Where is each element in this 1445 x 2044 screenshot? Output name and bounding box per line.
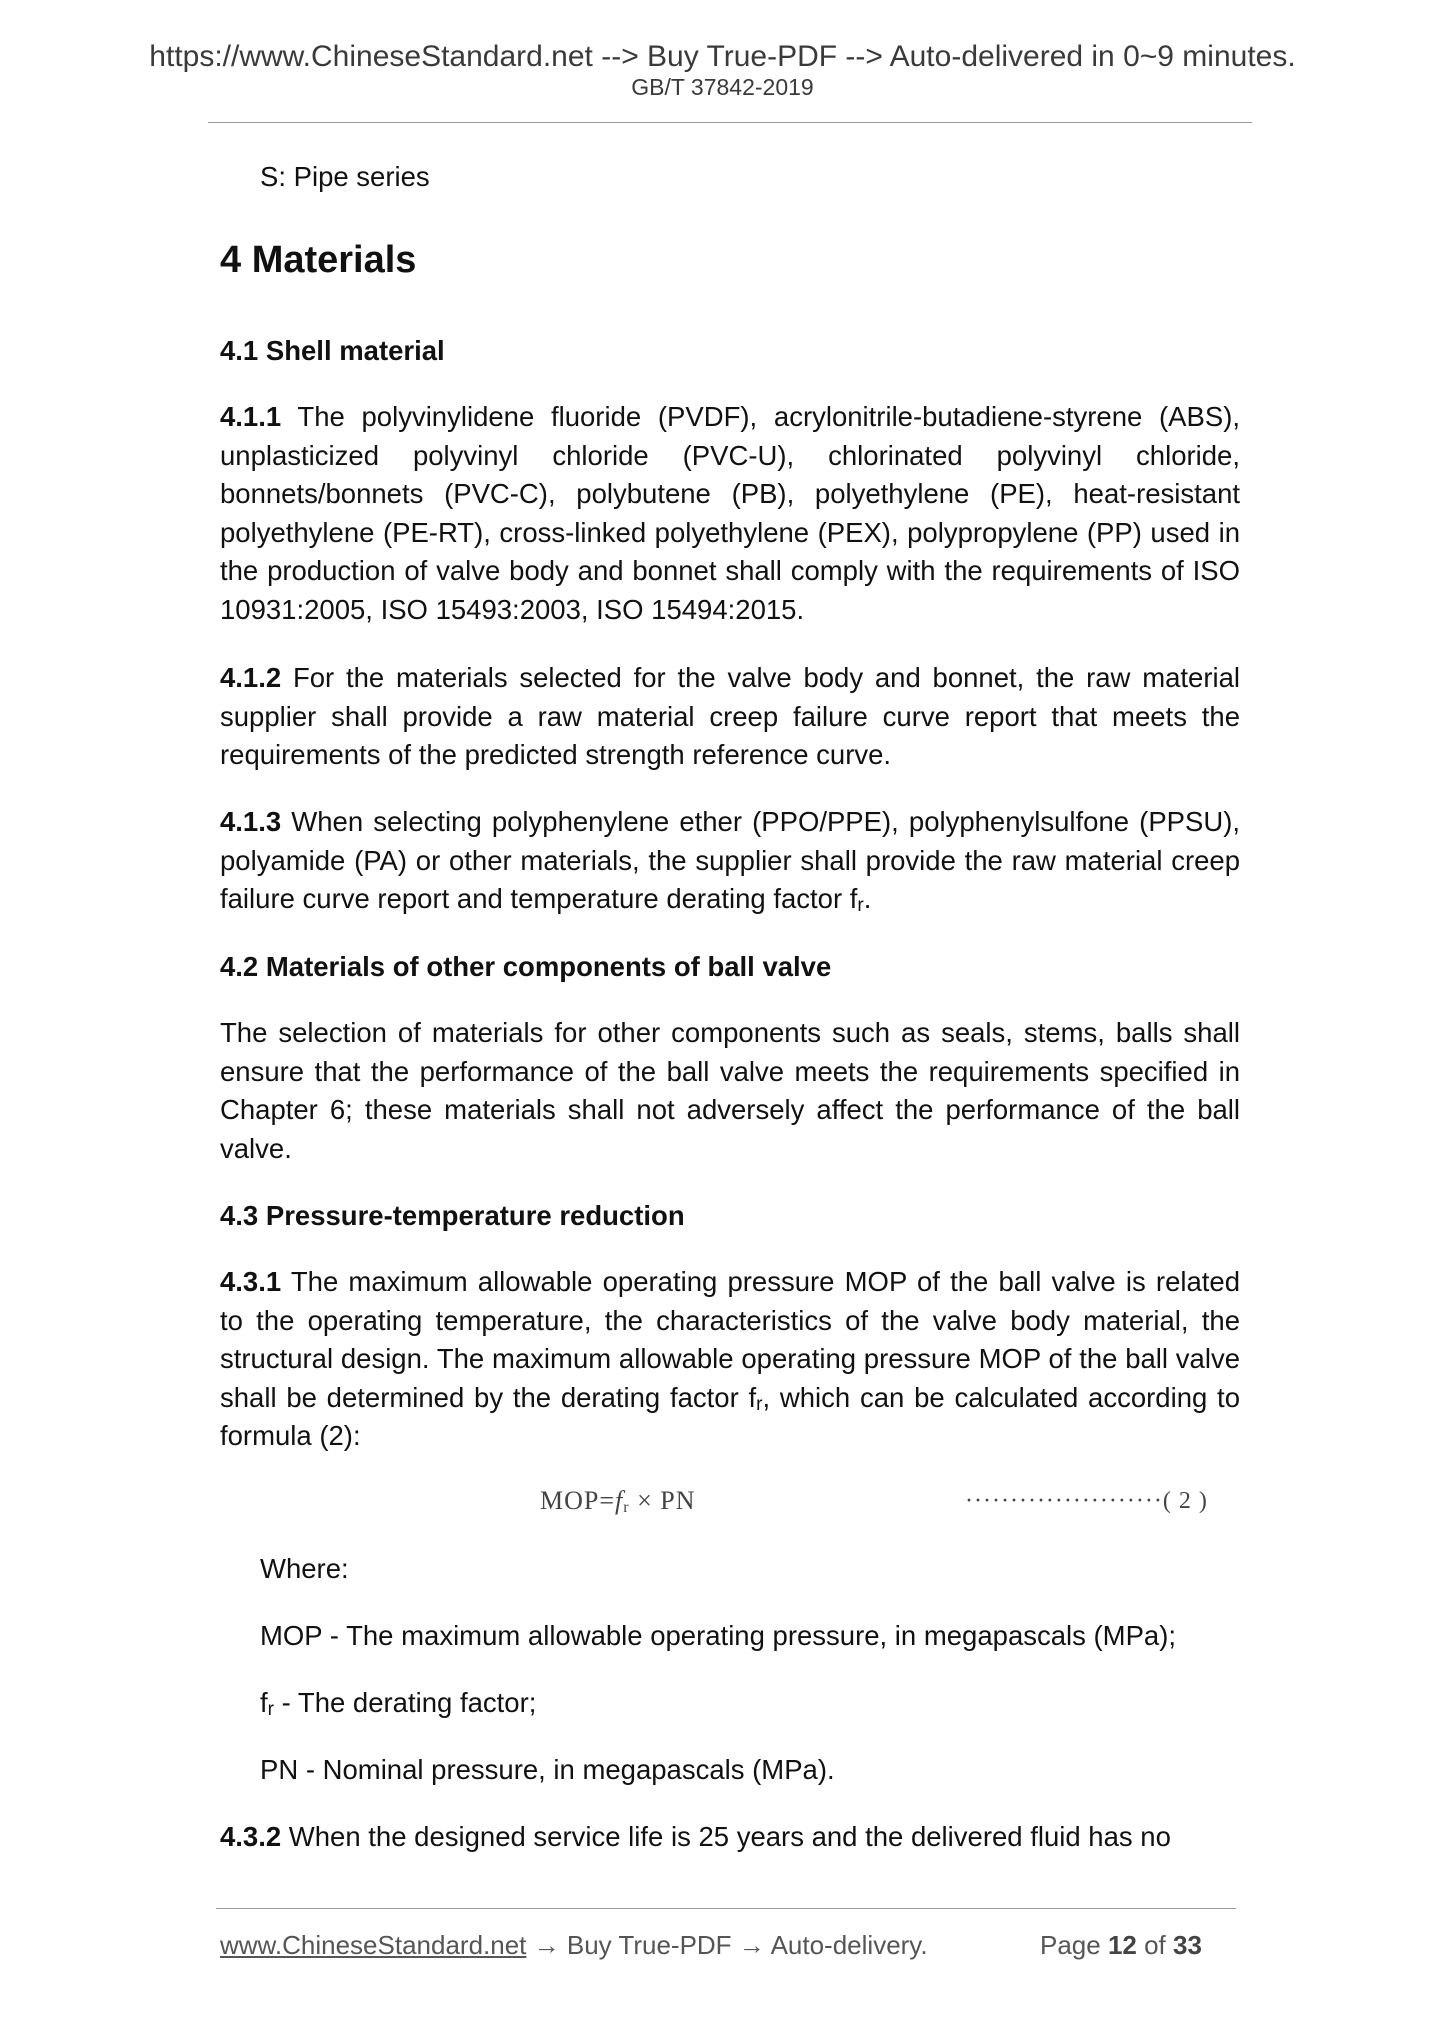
formula-mop: MOP: [540, 1486, 600, 1515]
definition-mop: MOP - The maximum allowable operating pressure, in megapascals (MPa);: [260, 1620, 1177, 1651]
paragraph-4-1-2: [220, 659, 1240, 775]
section-4-3-title: 4.3 Pressure-temperature reduction: [220, 1200, 685, 1231]
where-label: Where:: [260, 1553, 349, 1584]
formula-times: ×: [637, 1486, 653, 1515]
paragraph-4-1-1: [220, 398, 1240, 629]
symbol-f: f: [260, 1687, 268, 1718]
paragraph-4-1-3: [220, 803, 1240, 919]
clause-number: 4.3.2: [220, 1821, 282, 1852]
formula-f: f: [615, 1486, 624, 1515]
footer-divider: [216, 1908, 1236, 1909]
pipe-series-definition: S: Pipe series: [260, 161, 430, 192]
clause-text: For the materials selected for the valve body and bonnet, the raw material supplier shall provide a raw material creep failure curve report that meets the requirements of the predicted strength reference curve.: [220, 662, 1240, 770]
definition-fr: [260, 1684, 1240, 1723]
page-label: Page: [1040, 1930, 1108, 1960]
clause-number: 4.1.3: [220, 806, 282, 837]
page-footer: [220, 1928, 1240, 1962]
header-divider: [208, 122, 1252, 123]
clause-end: .: [863, 883, 872, 914]
clause-text: The polyvinylidene fluoride (PVDF), acrylonitrile-butadiene-styrene (ABS), unplasticized polyvinyl chloride (PVC-U), chlorinated polyvinyl chloride, bonnets/bonnets (PVC-C), polybutene (PB), polyethylene (PE), heat-resistant polyethylene (PE-RT), cross-linked polyethylene (PEX), polypropylene (PP) used in the production of valve body and bonnet shall comply with the requirements of ISO 10931:2005, ISO 15493:2003, ISO 15494:2015.: [220, 401, 1240, 625]
subscript-r: r: [267, 1699, 274, 1720]
clause-number: 4.1.2: [220, 662, 282, 693]
section-4-title: 4 Materials: [220, 239, 417, 281]
subscript-r: r: [756, 1393, 763, 1415]
formula-pn: PN: [660, 1486, 696, 1515]
footer-site-link[interactable]: www.ChineseStandard.net: [220, 1930, 527, 1960]
formula-equals: =: [599, 1486, 616, 1515]
definition-text: - The derating factor;: [273, 1687, 537, 1718]
formula-number: ······················( 2 ): [965, 1488, 1208, 1514]
page-total: 33: [1173, 1930, 1202, 1960]
clause-text: When the designed service life is 25 years and the delivered fluid has no: [281, 1821, 1171, 1852]
footer-tagline: → Buy True-PDF → Auto-delivery.: [526, 1930, 928, 1960]
paragraph-4-3-2: [220, 1818, 1240, 1857]
section-4-1-title: 4.1 Shell material: [220, 335, 445, 366]
clause-text: The maximum allowable operating pressure MOP of the ball valve is related to the operating temperature, the characteristics of the valve body material, the structural design. The maximum allowable operating pressure MOP of the ball valve shall be determined by the derating factor f: [220, 1266, 1240, 1413]
clause-number: 4.3.1: [220, 1266, 282, 1297]
page-indicator: [1040, 1928, 1202, 1962]
paragraph-4-2: The selection of materials for other components such as seals, stems, balls shall ensure that the performance of the ball valve meets the requirements specified in Chapter 6; these materials shall not adversely affect the performance of the ball valve.: [220, 1017, 1240, 1164]
page-of-label: of: [1136, 1930, 1174, 1960]
clause-text-tail: , which can be calculated according to formula (2):: [220, 1381, 1240, 1451]
formula-2: [540, 1484, 840, 1518]
subscript-r: r: [857, 895, 864, 916]
page-current: 12: [1107, 1930, 1137, 1960]
formula-f-subscript: r: [623, 1499, 630, 1516]
header-banner: https://www.ChineseStandard.net --> Buy True-PDF --> Auto-delivered in 0~9 minutes.: [149, 40, 1296, 73]
clause-number: 4.1.1: [220, 401, 282, 432]
definition-pn: PN - Nominal pressure, in megapascals (MPa).: [260, 1754, 835, 1785]
clause-text: When selecting polyphenylene ether (PPO/PPE), polyphenylsulfone (PPSU), polyamide (PA) or other materials, the supplier shall provide the raw material creep failure curve report and temperature derating factor f: [220, 806, 1240, 914]
standard-number: GB/T 37842-2019: [631, 74, 814, 100]
paragraph-4-3-1: [220, 1263, 1240, 1456]
section-4-2-title: 4.2 Materials of other components of ball valve: [220, 951, 832, 982]
